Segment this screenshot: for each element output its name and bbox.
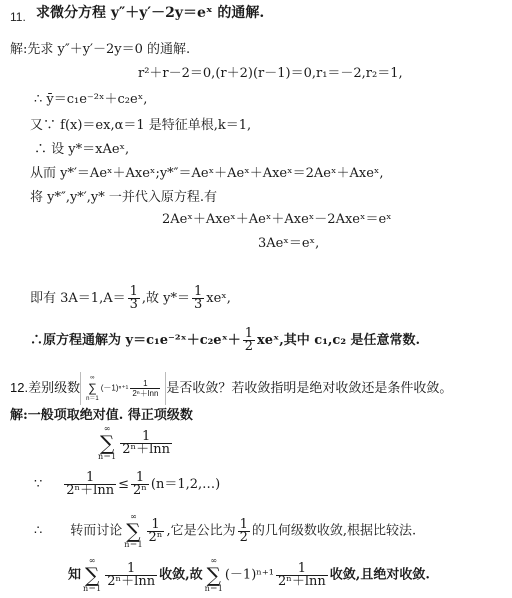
conclusion-sum-symbol-1: ∞ ∑ n＝1 xyxy=(83,556,102,593)
comparison-fraction-left: $\frac{1}{\text{2ⁿ＋lnn}}$ xyxy=(66,470,115,498)
solution-11-line-3: ∴ ȳ＝c₁e⁻²ˣ＋c₂eˣ, xyxy=(34,92,148,107)
question-11-number: 11. xyxy=(10,10,26,24)
solution-11-line-10-part-a: 即有 3A＝1,A＝ xyxy=(30,291,126,306)
question-12 xyxy=(10,372,452,405)
solution-11-line-11-part-a: ∴原方程通解为 y＝c₁e⁻²ˣ＋c₂eˣ＋ xyxy=(30,333,241,348)
fraction-one-third: $\frac{1}{3}$ xyxy=(129,284,138,312)
series-fraction: $\frac{1}{\text{2ⁿ＋lnn}}$ xyxy=(122,428,171,457)
therefore-symbol: ∴ xyxy=(34,523,43,539)
sum-symbol: ∞ ∑ n＝1 xyxy=(98,424,117,461)
solution-12-series xyxy=(96,424,174,462)
solution-11-line-4: 又∵ f(x)＝ex,α＝1 是特征单根,k＝1, xyxy=(30,118,252,133)
conclusion-part-1: 收敛,故 xyxy=(159,567,203,583)
geometric-fraction: $\frac{1}{\text{2ⁿ}}$ xyxy=(148,516,163,545)
solution-11-line-8: 2Aeˣ＋Axeˣ＋Aeˣ＋Axeˣ－2Axeˣ＝eˣ xyxy=(162,212,392,227)
question-12-series-term: (－1)ⁿ⁺¹ xyxy=(100,383,129,393)
solution-11-line-10-part-b: ,故 y*＝ xyxy=(141,291,190,306)
solution-11-line-1: 解:先求 y″＋y′－2y＝0 的通解. xyxy=(10,42,191,57)
conclusion-fraction-1: $\frac{1}{\text{2ⁿ＋lnn}}$ xyxy=(107,560,156,589)
know-label: 知 xyxy=(68,567,82,583)
solution-12-line-1: 解:一般项取绝对值. 得正项级数 xyxy=(10,408,193,423)
because-symbol: ∵ xyxy=(34,477,43,492)
discussion-part-a: 转而讨论 xyxy=(70,523,123,539)
ratio-fraction: $\frac{1}{2}$ xyxy=(239,516,248,545)
discussion-part-b: ,它是公比为 xyxy=(166,523,236,539)
fraction-one-half: $\frac{1}{2}$ xyxy=(244,326,254,354)
comparison-condition: (n＝1,2,…) xyxy=(150,477,221,492)
conclusion-fraction-2: $\frac{1}{\text{2ⁿ＋lnn}}$ xyxy=(277,560,326,589)
question-12-series-box xyxy=(80,372,166,405)
conclusion-term: (－1)ⁿ⁺¹ xyxy=(224,567,274,583)
solution-11-line-11-part-b: xeˣ,其中 c₁,c₂ 是任意常数. xyxy=(257,333,421,348)
solution-11-line-7: 将 y*″,y*′,y* 一并代入原方程.有 xyxy=(30,190,218,205)
solution-11-line-9: 3Aeˣ＝eˣ, xyxy=(258,236,320,251)
comparison-fraction-right: $\frac{1}{\text{2ⁿ}}$ xyxy=(133,470,147,498)
conclusion-part-2: 收敛,且绝对收敛. xyxy=(329,567,430,583)
solution-11-line-5: ∴ 设 y*＝xAeˣ, xyxy=(34,142,130,157)
question-12-series-fraction: $\frac{1}{\text{2ⁿ＋lnn}}$ xyxy=(132,379,159,398)
leq-symbol: ≤ xyxy=(118,477,129,492)
solution-11-line-6: 从而 y*′＝Aeˣ＋Axeˣ;y*″＝Aeˣ＋Aeˣ＋Axeˣ＝2Aeˣ＋Axeˣ, xyxy=(30,166,384,181)
fraction-one-third-2: $\frac{1}{3}$ xyxy=(193,284,203,312)
solution-11-line-10-part-c: xeˣ, xyxy=(206,291,231,306)
question-12-tail: 是否收敛？若收敛指明是绝对收敛还是条件收敛。 xyxy=(166,379,453,395)
solution-11-line-11 xyxy=(30,328,420,353)
solution-12-conclusion xyxy=(68,556,430,594)
question-12-prefix: 12.差别级数 xyxy=(10,379,81,395)
geometric-sum-symbol: ∞ ∑ n＝1 xyxy=(124,512,143,549)
solution-11-line-10 xyxy=(30,286,231,311)
conclusion-sum-symbol-2: ∞ ∑ n＝1 xyxy=(204,556,223,593)
solution-11-line-2: r²＋r－2＝0,(r＋2)(r－1)＝0,r₁＝－2,r₂＝1, xyxy=(138,66,403,81)
question-12-sum-symbol: ∞ ∑ n＝1 xyxy=(86,375,99,402)
discussion-part-c: 的几何级数收敛,根据比较法. xyxy=(251,523,417,539)
solution-12-discussion xyxy=(34,512,416,550)
solution-12-comparison xyxy=(34,472,220,497)
question-11-prompt: 求微分方程 y″＋y′－2y＝eˣ 的通解. xyxy=(36,5,265,21)
